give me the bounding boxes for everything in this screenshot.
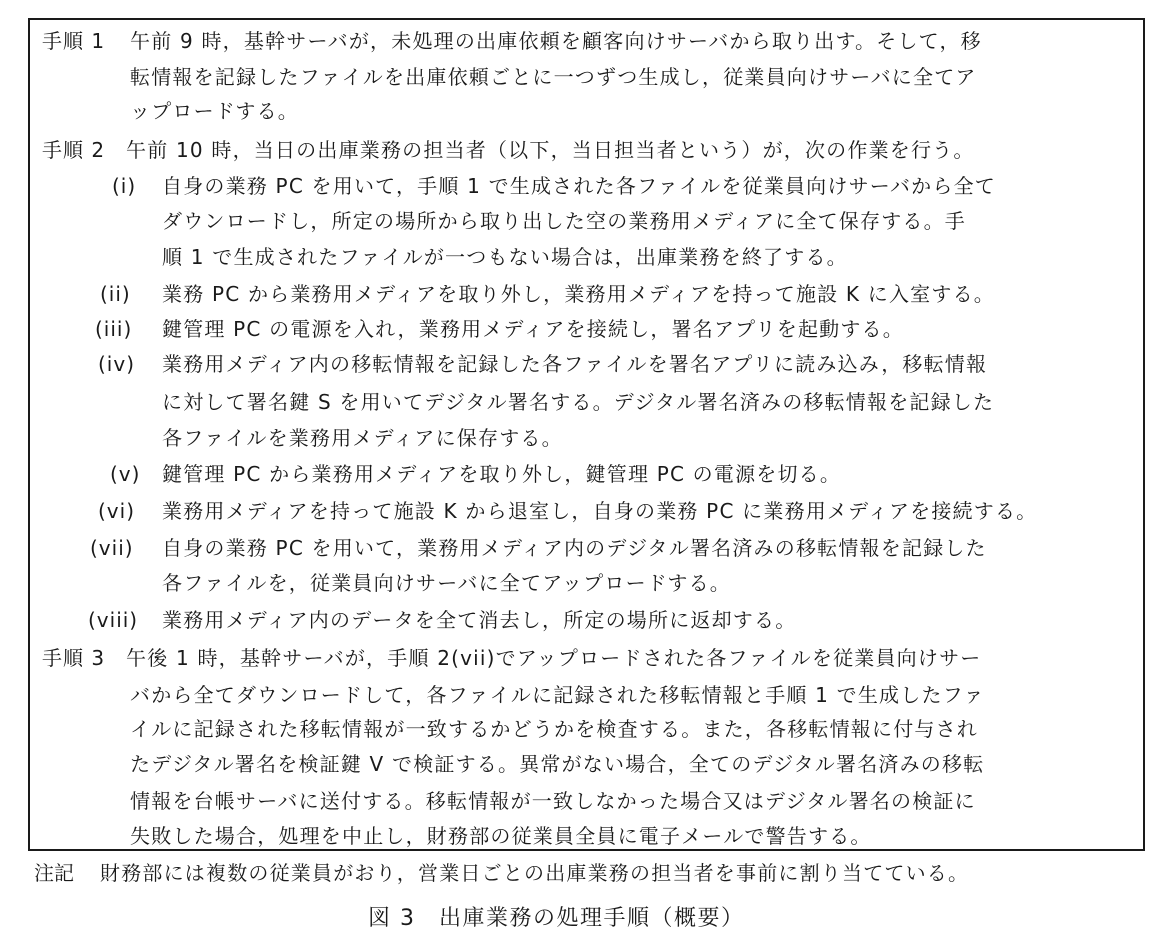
substep-ii-label: (ii) [100,282,131,306]
substep-i-line-1: 自身の業務 PC を用いて，手順 1 で生成された各ファイルを従業員向けサーバから全て [162,174,996,198]
substep-iii-label: (iii) [95,317,133,341]
substep-i-line-3: 順 1 で生成されたファイルが一つもない場合は，出庫業務を終了する。 [162,245,848,269]
step-3-line-2: バから全てダウンロードして，各ファイルに記録された移転情報と手順 1 で生成したファ [130,683,985,707]
step-3-line-1: 午後 1 時，基幹サーバが，手順 2(vii)でアップロードされた各ファイルを従業員向けサー [126,646,982,670]
substep-viii-line-1: 業務用メディア内のデータを全て消去し，所定の場所に返却する。 [162,608,797,632]
step-2-label: 手順 2 [42,138,106,162]
step-1-label: 手順 1 [42,29,106,53]
step-3-line-4: たデジタル署名を検証鍵 V で検証する。異常がない場合，全てのデジタル署名済みの移転 [130,752,985,776]
substep-iv-line-2: に対して署名鍵 S を用いてデジタル署名する。デジタル署名済みの移転情報を記録した [162,390,995,414]
substep-iii-line-1: 鍵管理 PC の電源を入れ，業務用メディアを接続し，署名アプリを起動する。 [162,317,904,341]
substep-ii-line-1: 業務 PC から業務用メディアを取り外し，業務用メディアを持って施設 K に入室する。 [162,282,995,306]
substep-v-line-1: 鍵管理 PC から業務用メディアを取り外し，鍵管理 PC の電源を切る。 [162,462,842,486]
note-text: 財務部には複数の従業員がおり，営業日ごとの出庫業務の担当者を事前に割り当てている。 [100,861,970,885]
step-1-line-2: 転情報を記録したファイルを出庫依頼ごとに一つずつ生成し，従業員向けサーバに全てア [130,65,977,89]
step-2-line-1: 午前 10 時，当日の出庫業務の担当者（以下，当日担当者という）が，次の作業を行う。 [126,138,975,162]
figure-caption: 図 3 出庫業務の処理手順（概要） [368,906,745,931]
step-1-line-3: ップロードする。 [130,99,299,123]
substep-iv-label: (iv) [98,352,135,376]
step-3-line-6: 失敗した場合，処理を中止し，財務部の従業員全員に電子メールで警告する。 [130,824,872,848]
substep-i-line-2: ダウンロードし，所定の場所から取り出した空の業務用メディアに全て保存する。手 [162,209,966,233]
substep-v-label: (v) [110,462,141,486]
substep-vii-label: (vii) [90,536,134,560]
step-3-label: 手順 3 [42,646,106,670]
note-label: 注記 [34,861,74,885]
substep-iv-line-3: 各ファイルを業務用メディアに保存する。 [162,426,563,450]
step-3-line-3: イルに記録された移転情報が一致するかどうかを検査する。また，各移転情報に付与され [130,717,978,741]
substep-vii-line-1: 自身の業務 PC を用いて，業務用メディア内のデジタル署名済みの移転情報を記録した [162,536,987,560]
substep-vii-line-2: 各ファイルを，従業員向けサーバに全てアップロードする。 [162,571,731,595]
step-3-line-5: 情報を台帳サーバに送付する。移転情報が一致しなかった場合又はデジタル署名の検証に [130,789,976,813]
substep-vi-label: (vi) [98,499,135,523]
step-1-line-1: 午前 9 時，基幹サーバが，未処理の出庫依頼を顧客向けサーバから取り出す。そして，移 [130,29,982,53]
substep-i-label: (i) [112,174,137,198]
substep-viii-label: (viii) [88,608,139,632]
substep-iv-line-1: 業務用メディア内の移転情報を記録した各ファイルを署名アプリに読み込み，移転情報 [162,352,988,376]
substep-vi-line-1: 業務用メディアを持って施設 K から退室し，自身の業務 PC に業務用メディアを接続する。 [162,499,1038,523]
